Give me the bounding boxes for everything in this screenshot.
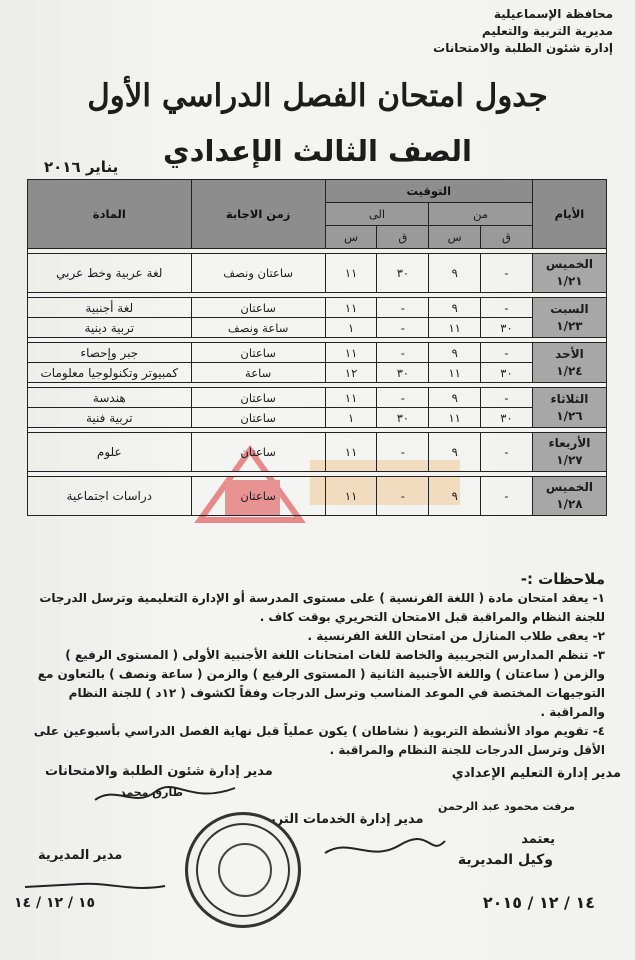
subject: علوم — [28, 433, 192, 472]
header-to: الى — [325, 203, 429, 226]
signature-right-name: مرفت محمود عبد الرحمن — [438, 800, 575, 813]
directorate: مديرية التربية والتعليم — [481, 24, 613, 38]
official-stamp — [185, 812, 301, 928]
note-2: ٢- يعفى طلاب المنازل من امتحان اللغة الفرنسية . — [307, 629, 605, 643]
note-1: ١- يعقد امتحان مادة ( اللغة الفرنسية ) على مستوى المدرسة أو الإدارة التعليمية وترسل الدرجات للجنة النظام والمراقبة قبل الامتحان التحريري بوقت كاف . — [39, 591, 605, 624]
exam-schedule-table — [27, 179, 607, 516]
subject: هندسة — [28, 388, 192, 408]
signature-right-title: مدير إدارة التعليم الإعدادي — [451, 766, 621, 781]
to-s: ١١ — [325, 254, 377, 293]
header-from: من — [429, 203, 533, 226]
duration: ساعتان — [191, 298, 325, 318]
to-q: - — [377, 318, 429, 338]
subject: دراسات اجتماعية — [28, 477, 192, 516]
deputy-prefix: يعتمد — [521, 832, 555, 847]
unit-from-q: ق — [481, 226, 533, 249]
to-q: - — [377, 343, 429, 363]
to-q: - — [377, 388, 429, 408]
signature-deputy-title: وكيل المديرية — [457, 852, 553, 868]
from-s: ٩ — [429, 298, 481, 318]
signature-mid-title: مدير إدارة الخدمات التربوية — [250, 812, 424, 827]
day-cell: الثلاثاء ١/٢٦ — [532, 388, 606, 428]
to-s: ١ — [325, 408, 377, 428]
to-s: ١١ — [325, 477, 377, 516]
department: إدارة شئون الطلبة والامتحانات — [433, 41, 613, 55]
to-q: ٣٠ — [377, 408, 429, 428]
signature-left-title: مدير إدارة شئون الطلبة والامتحانات — [45, 764, 273, 779]
duration: ساعتان — [191, 477, 325, 516]
duration: ساعة — [191, 363, 325, 383]
handwritten-date-right: ١٤ / ١٢ / ٢٠١٥ — [482, 893, 595, 912]
note-3: ٣- تنظم المدارس التجريبية والخاصة للغات امتحانات اللغة الأجنبية الأولى ( المستوى الرفيع ) والزمن ( ساعتان ) واللغة الأجنبية الثانية ( المستوى الرفيع ) والزمن ( ساعة ونصف ) بالتعاون مع التوجيهات المختصة في الموعد المناسب وترسل الدرجات وفقاً لكشوف ( ١٢د ) للجنة النظام والمراقبة . — [37, 648, 605, 719]
eagle-emblem-icon — [218, 843, 272, 897]
to-s: ١١ — [325, 388, 377, 408]
from-s: ٩ — [429, 433, 481, 472]
day-cell: السبت ١/٢٣ — [532, 298, 606, 338]
from-q: ٣٠ — [481, 408, 533, 428]
grade-title: الصف الثالث الإعدادي — [163, 134, 472, 168]
subject: لغة عربية وخط عربي — [28, 254, 192, 293]
header-duration: زمن الاجابة — [191, 180, 325, 249]
day-cell: الأحد ١/٢٤ — [532, 343, 606, 383]
header-timing: التوقيت — [325, 180, 532, 203]
duration: ساعة ونصف — [191, 318, 325, 338]
from-q: - — [481, 343, 533, 363]
subject: لغة أجنبية — [28, 298, 192, 318]
to-s: ١١ — [325, 433, 377, 472]
duration: ساعتان — [191, 343, 325, 363]
to-q: - — [377, 477, 429, 516]
duration: ساعتان — [191, 433, 325, 472]
from-q: ٣٠ — [481, 318, 533, 338]
day-cell: الأربعاء ١/٢٧ — [532, 433, 606, 472]
duration: ساعتان — [191, 388, 325, 408]
to-s: ١١ — [325, 298, 377, 318]
from-q: - — [481, 433, 533, 472]
to-s: ١٢ — [325, 363, 377, 383]
header-subject: المادة — [28, 180, 192, 249]
from-q: - — [481, 477, 533, 516]
notes-section — [20, 570, 605, 760]
from-s: ٩ — [429, 388, 481, 408]
from-s: ٩ — [429, 477, 481, 516]
notes-heading: ملاحظات :- — [520, 570, 605, 588]
from-s: ١١ — [429, 408, 481, 428]
subject: تربية فنية — [28, 408, 192, 428]
duration: ساعتان ونصف — [191, 254, 325, 293]
from-s: ١١ — [429, 363, 481, 383]
to-q: - — [377, 298, 429, 318]
subject: كمبيوتر وتكنولوجيا معلومات — [28, 363, 192, 383]
from-q: ٣٠ — [481, 363, 533, 383]
unit-to-s: س — [325, 226, 377, 249]
from-s: ١١ — [429, 318, 481, 338]
unit-from-s: س — [429, 226, 481, 249]
signature-scribble-mid — [320, 835, 450, 865]
document-title: جدول امتحان الفصل الدراسي الأول — [87, 78, 548, 114]
handwritten-date-left: ١٥ / ١٢ / ١٤ — [14, 895, 96, 911]
to-s: ١١ — [325, 343, 377, 363]
signature-director-title: مدير المديرية — [38, 848, 123, 863]
from-s: ٩ — [429, 343, 481, 363]
to-s: ١ — [325, 318, 377, 338]
to-q: ٣٠ — [377, 254, 429, 293]
unit-to-q: ق — [377, 226, 429, 249]
from-q: - — [481, 298, 533, 318]
exam-date: يناير ٢٠١٦ — [44, 158, 119, 176]
subject: جبر وإحصاء — [28, 343, 192, 363]
day-cell: الخميس ١/٢٨ — [532, 477, 606, 516]
to-q: ٣٠ — [377, 363, 429, 383]
subject: تربية دينية — [28, 318, 192, 338]
letterhead — [433, 6, 613, 57]
day-cell: الخميس ١/٢١ — [532, 254, 606, 293]
to-q: - — [377, 433, 429, 472]
from-q: - — [481, 388, 533, 408]
governorate: محافظة الإسماعيلية — [493, 7, 613, 21]
signature-left-name: طارق محمد — [120, 786, 183, 799]
note-4: ٤- تقويم مواد الأنشطة التربوية ( نشاطان ) يكون عملياً قبل نهاية الفصل الدراسي بأسبوعين على الأقل وترسل الدرجات للجنة النظام والمراقبة . — [33, 724, 605, 757]
from-s: ٩ — [429, 254, 481, 293]
signature-scribble-left — [90, 780, 240, 810]
duration: ساعتان — [191, 408, 325, 428]
header-days: الأيام — [532, 180, 606, 249]
from-q: - — [481, 254, 533, 293]
signature-scribble-bottom — [20, 872, 170, 902]
